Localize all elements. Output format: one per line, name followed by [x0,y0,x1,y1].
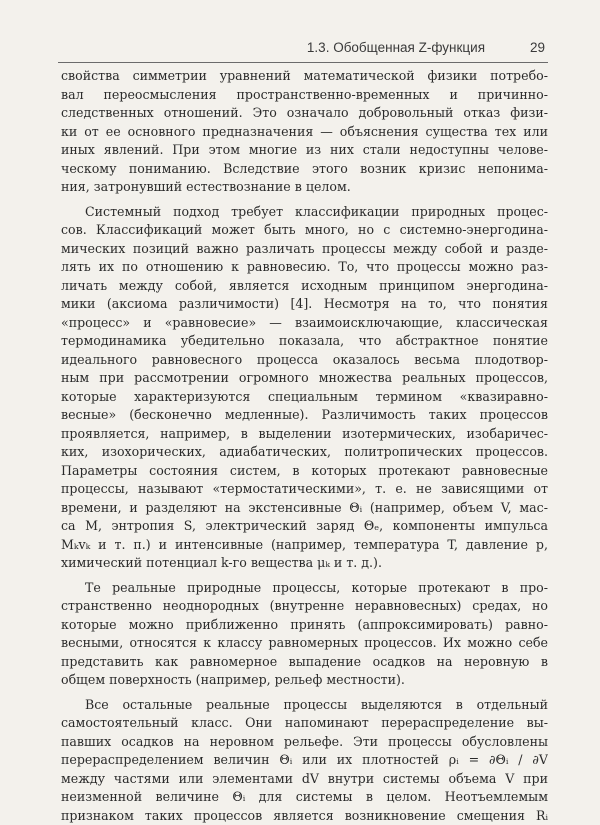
header-rule [58,62,548,63]
text-line: свойства симметрии уравнений математической физики потребо- [61,67,548,86]
text-line: весными, относятся к классу равномерных процессов. Их можно себе [61,634,548,653]
paragraph [61,696,548,825]
text-line: представить как равномерное выпадение осадков на неровную в [61,653,548,672]
text-line: признаком таких процессов является возникновение смещения Rᵢ [61,807,548,825]
text-line: ния, затронувший естествознание в целом. [61,178,548,197]
text-line: идеального равновесного процесса оказалось весьма плодотвор- [61,351,548,370]
text-line: химический потенциал k-го вещества μₖ и т. д.). [61,554,548,573]
text-line: между частями или элементами dV внутри системы объема V при [61,770,548,789]
text-line: Системный подход требует классификации природных процес- [61,203,548,222]
text-line: ческому пониманию. Вследствие этого возник кризис непонима- [61,160,548,179]
text-line: Все остальные реальные процессы выделяются в отдельный [61,696,548,715]
text-line: процессы, называют «термостатическими», т. е. не зависящими от [61,480,548,499]
text-line: Параметры состояния систем, в которых протекают равновесные [61,462,548,481]
text-line: ки от ее основного предназначения — объяснения существа тех или [61,123,548,142]
text-line: самостоятельный класс. Они напоминают перераспределение вы- [61,714,548,733]
text-line: ких, изохорических, адиабатических, политропических процессов. [61,443,548,462]
text-line: сов. Классификаций может быть много, но с системно-энергодина- [61,221,548,240]
text-line: мических позиций важно различать процессы между собой и разде- [61,240,548,259]
text-line: личать между собой, является исходным принципом энергодина- [61,277,548,296]
text-line: которые характеризуются специальным термином «квазиравно- [61,388,548,407]
paragraph [61,67,548,197]
page-number: 29 [530,40,545,55]
text-line: термодинамика убедительно показала, что абстрактное понятие [61,332,548,351]
text-line: следственных отношений. Это означало добровольный отказ физи- [61,104,548,123]
text-line: проявляется, например, в выделении изотермических, изобаричес- [61,425,548,444]
text-line: павших осадков на неровном рельефе. Эти процессы обусловлены [61,733,548,752]
text-line: Mₖvₖ и т. п.) и интенсивные (например, температура T, давление p, [61,536,548,555]
text-line: весные» (бесконечно медленные). Различимость таких процессов [61,406,548,425]
paragraph [61,203,548,573]
text-line: времени, и разделяют на экстенсивные Θᵢ (например, объем V, мас- [61,499,548,518]
text-line: «процесс» и «равновесие» — взаимоисключающие, классическая [61,314,548,333]
text-line: общем поверхность (например, рельеф местности). [61,671,548,690]
text-line: са M, энтропия S, электрический заряд Θₑ, компоненты импульса [61,517,548,536]
text-line: странственно неоднородных (внутренне неравновесных) средах, но [61,597,548,616]
text-line: лять их по отношению к равновесию. То, что процессы можно раз- [61,258,548,277]
paragraph [61,579,548,690]
text-line: которые можно приближенно принять (аппроксимировать) равно- [61,616,548,635]
body-text [61,67,548,825]
section-title: 1.3. Обобщенная Z-функция [307,40,485,55]
text-line: Те реальные природные процессы, которые протекают в про- [61,579,548,598]
text-line: вал переосмысления пространственно-временных и причинно- [61,86,548,105]
text-line: иных явлений. При этом многие из них стали недоступны человe- [61,141,548,160]
text-line: мики (аксиома различимости) [4]. Несмотря на то, что понятия [61,295,548,314]
text-line: неизменной величине Θᵢ для системы в целом. Неотъемлемым [61,788,548,807]
text-line: ным при рассмотрении огромного множества реальных процессов, [61,369,548,388]
text-line: перераспределением величин Θᵢ или их плотностей ρᵢ = ∂Θᵢ / ∂V [61,751,548,770]
